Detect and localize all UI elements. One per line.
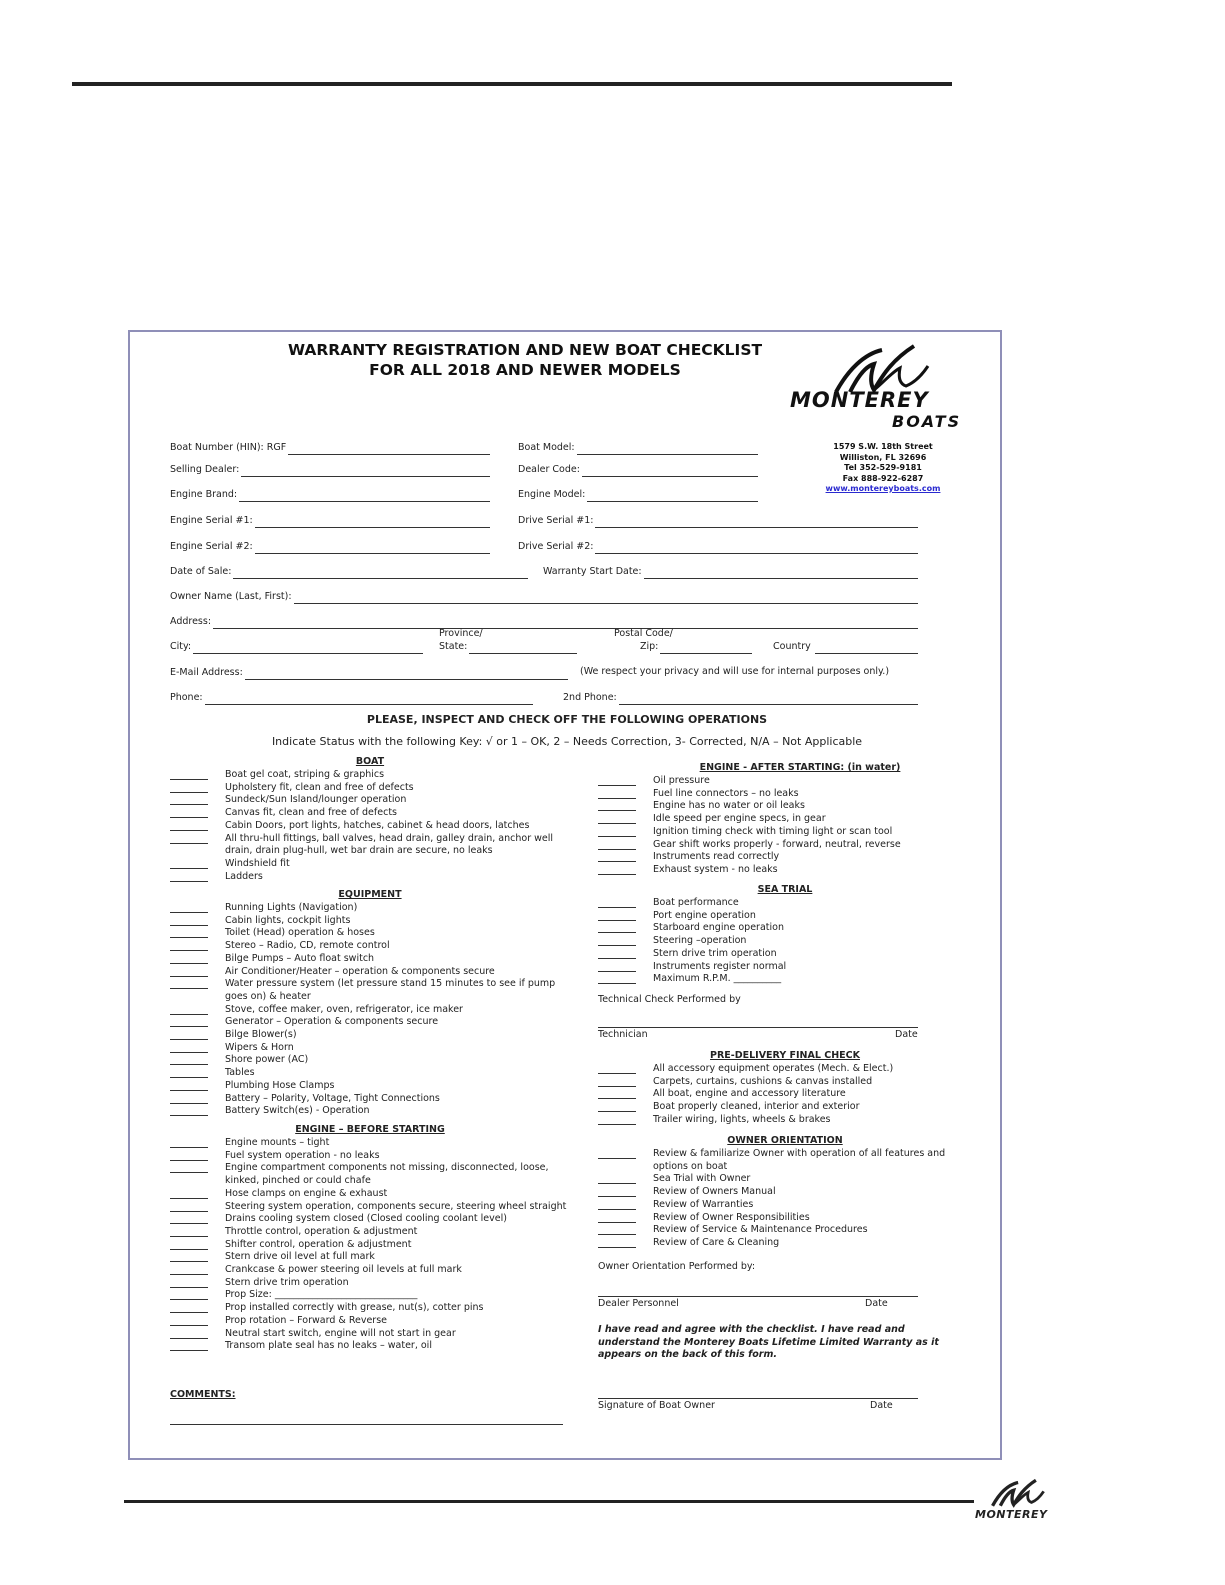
- privacy-note: (We respect your privacy and will use for internal purposes only.): [580, 666, 890, 677]
- engine-after-checklist: [598, 775, 978, 877]
- check-item[interactable]: Generator – Operation & components secure: [170, 1016, 570, 1029]
- logo-word-monterey: MONTEREY: [790, 388, 929, 412]
- website-link[interactable]: www.montereyboats.com: [825, 484, 941, 493]
- check-item[interactable]: Maximum R.P.M. __________: [598, 973, 978, 986]
- check-item[interactable]: Sundeck/Sun Island/lounger operation: [170, 794, 570, 807]
- section-title-sea-trial: SEA TRIAL: [757, 884, 813, 895]
- dealer-date-label: Date: [865, 1298, 888, 1309]
- province-label: Province/: [439, 628, 483, 639]
- check-item[interactable]: Shore power (AC): [170, 1054, 570, 1067]
- check-item[interactable]: Stern drive trim operation: [598, 948, 978, 961]
- section-title-boat: BOAT: [355, 756, 385, 767]
- owner-date-label: Date: [870, 1400, 893, 1411]
- bottom-rule: [124, 1500, 974, 1503]
- owner-signature-line[interactable]: [598, 1398, 918, 1399]
- comments-label: COMMENTS:: [170, 1389, 236, 1400]
- check-item[interactable]: Review of Warranties: [598, 1199, 978, 1212]
- owner-signature-label: Signature of Boat Owner: [598, 1400, 715, 1411]
- check-item[interactable]: Review of Service & Maintenance Procedures: [598, 1224, 978, 1237]
- inspect-heading: PLEASE, INSPECT AND CHECK OFF THE FOLLOWING OPERATIONS: [366, 713, 768, 726]
- check-item[interactable]: Neutral start switch, engine will not start in gear: [170, 1328, 570, 1341]
- check-item[interactable]: Throttle control, operation & adjustment: [170, 1226, 570, 1239]
- owner-name-field[interactable]: Owner Name (Last, First):: [170, 591, 918, 604]
- check-item[interactable]: Carpets, curtains, cushions & canvas installed: [598, 1076, 978, 1089]
- engine-model-field[interactable]: Engine Model:: [518, 489, 758, 502]
- warranty-start-field[interactable]: Warranty Start Date:: [543, 566, 918, 579]
- check-item[interactable]: Fuel system operation - no leaks: [170, 1150, 570, 1163]
- owner-orientation-checklist: [598, 1148, 978, 1250]
- check-item[interactable]: Port engine operation: [598, 910, 978, 923]
- check-item[interactable]: Instruments register normal: [598, 961, 978, 974]
- title-line-1: WARRANTY REGISTRATION AND NEW BOAT CHECKLIST: [287, 341, 763, 359]
- engine-before-checklist: [170, 1137, 570, 1353]
- check-item[interactable]: Gear shift works properly - forward, neutral, reverse: [598, 839, 978, 852]
- technician-signature-line[interactable]: [598, 1027, 918, 1028]
- logo-word-boats: BOATS: [892, 412, 962, 431]
- check-item[interactable]: Transom plate seal has no leaks – water, oil: [170, 1340, 570, 1353]
- date-of-sale-field[interactable]: Date of Sale:: [170, 566, 528, 579]
- section-title-engine-before: ENGINE – BEFORE STARTING: [295, 1124, 445, 1135]
- equipment-checklist: [170, 902, 570, 1118]
- check-item[interactable]: Windshield fit: [170, 858, 570, 871]
- postal-code-label: Postal Code/: [614, 628, 673, 639]
- check-item[interactable]: Engine compartment components not missing, disconnected, loose, kinked, pinched or could chafe: [170, 1162, 570, 1187]
- footer-logo-text: MONTEREY: [975, 1508, 1048, 1521]
- address-fax: Fax 888-922-6287: [842, 473, 924, 483]
- phone-2-field[interactable]: 2nd Phone:: [563, 692, 918, 705]
- country-field[interactable]: Country: [773, 641, 918, 654]
- check-item[interactable]: Wipers & Horn: [170, 1042, 570, 1055]
- check-item[interactable]: Stern drive oil level at full mark: [170, 1251, 570, 1264]
- dealer-personnel-label: Dealer Personnel: [598, 1298, 679, 1309]
- check-item[interactable]: All boat, engine and accessory literature: [598, 1088, 978, 1101]
- check-item[interactable]: Prop Size: ______________________________: [170, 1289, 570, 1302]
- check-item[interactable]: Prop rotation – Forward & Reverse: [170, 1315, 570, 1328]
- check-item[interactable]: Plumbing Hose Clamps: [170, 1080, 570, 1093]
- check-item[interactable]: Running Lights (Navigation): [170, 902, 570, 915]
- hin-field[interactable]: Boat Number (HIN): RGF: [170, 442, 490, 455]
- check-item[interactable]: Crankcase & power steering oil levels at full mark: [170, 1264, 570, 1277]
- engine-serial-2-field[interactable]: Engine Serial #2:: [170, 541, 490, 554]
- check-item[interactable]: Shifter control, operation & adjustment: [170, 1239, 570, 1252]
- check-item[interactable]: Review of Care & Cleaning: [598, 1237, 978, 1250]
- check-item[interactable]: Steering –operation: [598, 935, 978, 948]
- status-key: Indicate Status with the following Key: √ or 1 – OK, 2 – Needs Correction, 3- Corrected, N/A – Not Applicable: [271, 735, 863, 748]
- top-rule: [72, 82, 952, 86]
- check-item[interactable]: Instruments read correctly: [598, 851, 978, 864]
- monterey-emblem-icon: [987, 1478, 1047, 1508]
- monterey-logo: [790, 342, 990, 442]
- check-item[interactable]: Ignition timing check with timing light or scan tool: [598, 826, 978, 839]
- zip-field[interactable]: Zip:: [640, 641, 752, 654]
- check-item[interactable]: Cabin lights, cockpit lights: [170, 915, 570, 928]
- title-line-2: FOR ALL 2018 AND NEWER MODELS: [369, 361, 681, 379]
- check-item[interactable]: Stereo – Radio, CD, remote control: [170, 940, 570, 953]
- check-item[interactable]: Engine has no water or oil leaks: [598, 800, 978, 813]
- city-field[interactable]: City:: [170, 641, 423, 654]
- section-title-owner-orientation: OWNER ORIENTATION: [727, 1135, 843, 1146]
- section-title-equipment: EQUIPMENT: [338, 889, 402, 900]
- check-item[interactable]: Review of Owner Responsibilities: [598, 1212, 978, 1225]
- boat-checklist: [170, 769, 570, 883]
- check-item[interactable]: Air Conditioner/Heater – operation & components secure: [170, 966, 570, 979]
- dealer-address: [788, 442, 978, 495]
- check-item[interactable]: Drains cooling system closed (Closed cooling coolant level): [170, 1213, 570, 1226]
- check-item[interactable]: Engine mounts – tight: [170, 1137, 570, 1150]
- drive-serial-1-field[interactable]: Drive Serial #1:: [518, 515, 918, 528]
- pre-delivery-checklist: [598, 1063, 978, 1127]
- footer-logo: [975, 1478, 1075, 1526]
- owner-orientation-by-label: Owner Orientation Performed by:: [598, 1261, 756, 1272]
- check-item[interactable]: Review & familiarize Owner with operation of all features and options on boat: [598, 1148, 978, 1173]
- engine-brand-field[interactable]: Engine Brand:: [170, 489, 490, 502]
- check-item[interactable]: Sea Trial with Owner: [598, 1173, 978, 1186]
- email-field[interactable]: E-Mail Address:: [170, 667, 568, 680]
- check-item[interactable]: Stern drive trim operation: [170, 1277, 570, 1290]
- check-item[interactable]: Battery – Polarity, Voltage, Tight Connections: [170, 1093, 570, 1106]
- technician-date-label: Date: [895, 1029, 918, 1040]
- check-item[interactable]: Boat gel coat, striping & graphics: [170, 769, 570, 782]
- check-item[interactable]: Starboard engine operation: [598, 922, 978, 935]
- check-item[interactable]: Boat properly cleaned, interior and exterior: [598, 1101, 978, 1114]
- check-item[interactable]: Review of Owners Manual: [598, 1186, 978, 1199]
- section-title-pre-delivery: PRE-DELIVERY FINAL CHECK: [710, 1050, 860, 1061]
- address-field[interactable]: Address:: [170, 616, 918, 629]
- check-item[interactable]: Idle speed per engine specs, in gear: [598, 813, 978, 826]
- check-item[interactable]: Steering system operation, components secure, steering wheel straight: [170, 1201, 570, 1214]
- check-item[interactable]: Stove, coffee maker, oven, refrigerator, ice maker: [170, 1004, 570, 1017]
- drive-serial-2-field[interactable]: Drive Serial #2:: [518, 541, 918, 554]
- warranty-form: [128, 330, 1002, 1460]
- address-tel: Tel 352-529-9181: [844, 463, 922, 472]
- state-field[interactable]: State:: [439, 641, 577, 654]
- technician-label: Technician: [598, 1029, 648, 1040]
- address-street: 1579 S.W. 18th Street: [833, 442, 933, 451]
- check-item[interactable]: Boat performance: [598, 897, 978, 910]
- check-item[interactable]: Exhaust system - no leaks: [598, 864, 978, 877]
- check-item[interactable]: Prop installed correctly with grease, nut(s), cotter pins: [170, 1302, 570, 1315]
- check-item[interactable]: Bilge Blower(s): [170, 1029, 570, 1042]
- sea-trial-checklist: [598, 897, 978, 986]
- check-item[interactable]: Ladders: [170, 871, 570, 884]
- check-item[interactable]: All thru-hull fittings, ball valves, head drain, galley drain, anchor well drain, drain plug-hull, wet bar drain are secure, no leaks: [170, 833, 570, 858]
- check-item[interactable]: Toilet (Head) operation & hoses: [170, 927, 570, 940]
- address-city: Williston, FL 32696: [839, 452, 927, 462]
- section-title-engine-after: ENGINE - AFTER STARTING: (in water): [699, 762, 901, 773]
- check-item[interactable]: Cabin Doors, port lights, hatches, cabinet & head doors, latches: [170, 820, 570, 833]
- check-item[interactable]: Trailer wiring, lights, wheels & brakes: [598, 1114, 978, 1127]
- check-item[interactable]: Battery Switch(es) - Operation: [170, 1105, 570, 1118]
- phone-field[interactable]: Phone:: [170, 692, 533, 705]
- engine-serial-1-field[interactable]: Engine Serial #1:: [170, 515, 490, 528]
- comments-line[interactable]: [170, 1424, 563, 1425]
- check-item[interactable]: Bilge Pumps – Auto float switch: [170, 953, 570, 966]
- dealer-code-field[interactable]: Dealer Code:: [518, 464, 758, 477]
- check-item[interactable]: Tables: [170, 1067, 570, 1080]
- check-item[interactable]: Fuel line connectors – no leaks: [598, 788, 978, 801]
- check-item[interactable]: Water pressure system (let pressure stand 15 minutes to see if pump goes on) & heater: [170, 978, 570, 1003]
- agreement-statement: I have read and agree with the checklist. I have read and understand the Monterey Boats Lifetime Limited Warranty as it appears on the back of this form.: [598, 1324, 939, 1360]
- check-item[interactable]: Canvas fit, clean and free of defects: [170, 807, 570, 820]
- check-item[interactable]: Upholstery fit, clean and free of defects: [170, 782, 570, 795]
- selling-dealer-field[interactable]: Selling Dealer:: [170, 464, 490, 477]
- tech-check-label: Technical Check Performed by: [598, 994, 741, 1005]
- check-item[interactable]: Oil pressure: [598, 775, 978, 788]
- dealer-personnel-signature-line[interactable]: [598, 1296, 918, 1297]
- check-item[interactable]: All accessory equipment operates (Mech. & Elect.): [598, 1063, 978, 1076]
- check-item[interactable]: Hose clamps on engine & exhaust: [170, 1188, 570, 1201]
- boat-model-field[interactable]: Boat Model:: [518, 442, 758, 455]
